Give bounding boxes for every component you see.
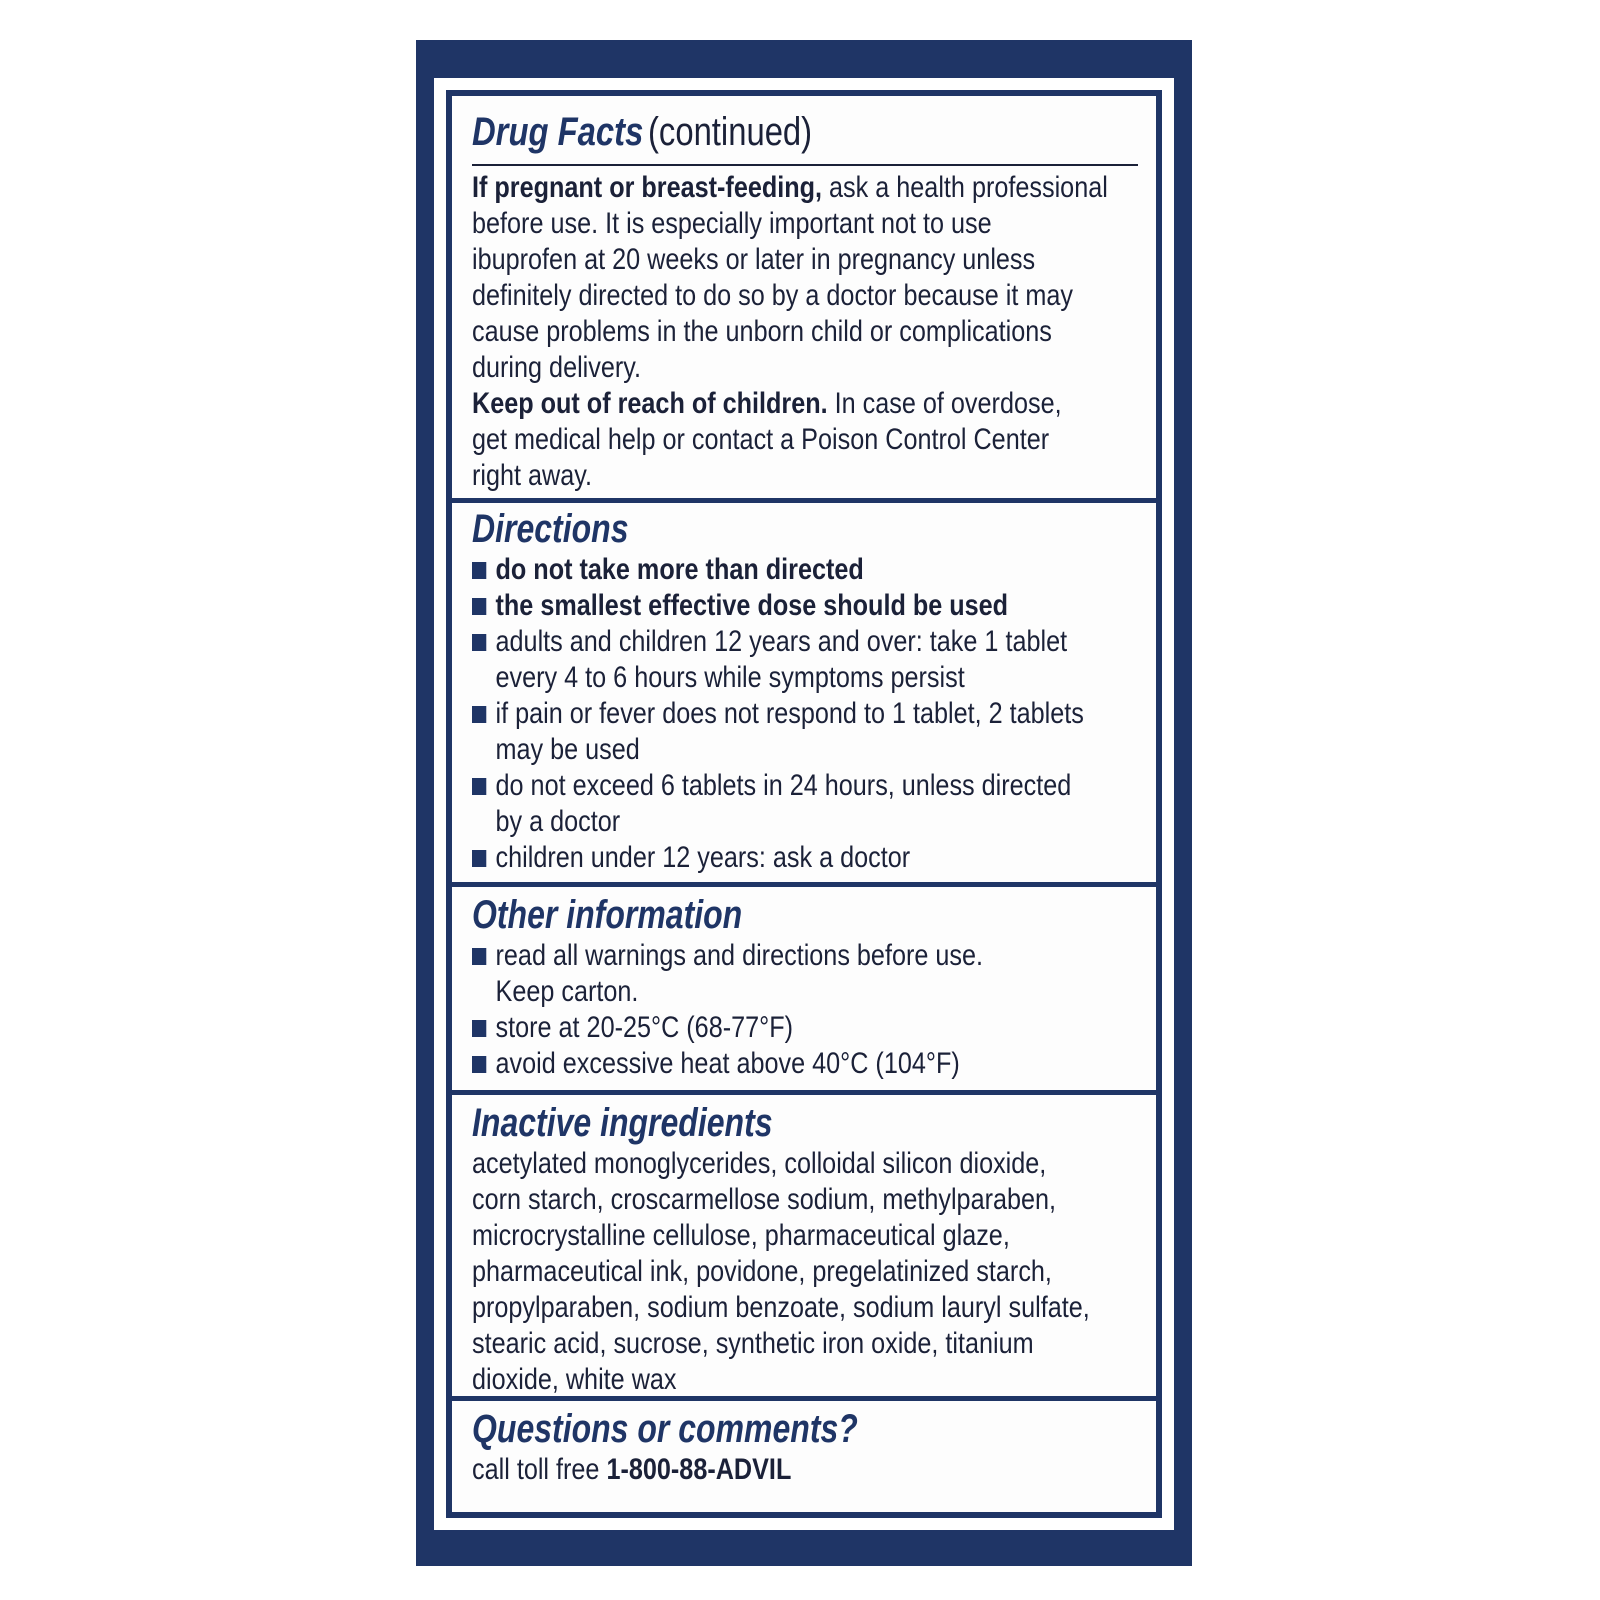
drug-facts-box: [446, 90, 1162, 1518]
other-information-list: read all warnings and directions before use. Keep carton. store at 20-25°C (68-77°F) avoid excessive heat above 40°C (104°F): [472, 938, 1031, 1082]
title-underline: [472, 164, 1138, 166]
list-item: read all warnings and directions before use.: [472, 938, 1031, 974]
other-information-heading: Other information: [472, 893, 743, 937]
warnings-section: [452, 170, 1156, 494]
directions-heading: Directions: [472, 507, 629, 551]
other-information-section: [452, 892, 1156, 1082]
bullet-square-icon: [472, 778, 486, 795]
list-item: do not exceed 6 tablets in 24 hours, unless directed: [472, 768, 1031, 804]
pregnant-bold: If pregnant or breast-feeding,: [472, 171, 823, 204]
questions-section: [452, 1406, 1156, 1488]
bullet-square-icon: [472, 634, 486, 651]
bullet-square-icon: [472, 598, 486, 615]
list-item: the smallest effective dose should be used: [472, 588, 1031, 624]
bullet-square-icon: [472, 706, 486, 723]
bullet-square-icon: [472, 562, 486, 579]
title-bold: Drug Facts: [472, 110, 644, 154]
bullet-square-icon: [472, 948, 486, 965]
title-continued: (continued): [648, 110, 813, 154]
list-item: store at 20-25°C (68-77°F): [472, 1010, 1031, 1046]
list-item: if pain or fever does not respond to 1 tablet, 2 tablets: [472, 696, 1031, 732]
section-divider: [452, 882, 1156, 887]
list-item: avoid excessive heat above 40°C (104°F): [472, 1046, 1031, 1082]
bullet-square-icon: [472, 850, 486, 867]
list-item: children under 12 years: ask a doctor: [472, 840, 1031, 876]
section-divider: [452, 498, 1156, 503]
carton-inner-border: [434, 78, 1174, 1530]
bullet-square-icon: [472, 1056, 486, 1073]
section-divider: [452, 1396, 1156, 1401]
phone-number: 1-800-88-ADVIL: [606, 1453, 792, 1486]
directions-section: [452, 506, 1156, 876]
pregnant-warning: If pregnant or breast-feeding, ask a health professional before use. It is especially important not to use ibuprofen at 20 weeks or later in pregnancy unless definitely directed to do so by a doctor because it may cause problems in the unborn child or complications during delivery. Keep out of reach of children. In case of overdose, get medical help or contact a Poison Control Center right away.: [472, 171, 1108, 492]
carton-panel: [416, 40, 1192, 1566]
section-divider: [452, 1090, 1156, 1095]
questions-text: call toll free 1-800-88-ADVIL: [472, 1453, 792, 1486]
bullet-square-icon: [472, 1020, 486, 1037]
inactive-ingredients-text: acetylated monoglycerides, colloidal silicon dioxide, corn starch, croscarmellose sodium, methylparaben, microcrystalline cellulose, pharmaceutical glaze, pharmaceutical ink, povidone, pregelatinized starch, propylparaben, sodium benzoate, sodium lauryl sulfate, stearic acid, sucrose, synthetic iron oxide, titanium dioxide, white wax: [472, 1147, 1090, 1396]
inactive-ingredients-heading: Inactive ingredients: [472, 1101, 773, 1145]
drug-facts-title: [472, 106, 848, 158]
inactive-ingredients-section: [452, 1100, 1156, 1398]
questions-heading: Questions or comments?: [472, 1407, 858, 1451]
list-item: adults and children 12 years and over: take 1 tablet: [472, 624, 1031, 660]
keep-out-bold: Keep out of reach of children.: [472, 387, 828, 420]
directions-list: do not take more than directed the smallest effective dose should be used adults and children 12 years and over: take 1 tablet every 4 to 6 hours while symptoms persist if pain or fever does not respond to 1 tablet, 2 tablets may be used do not exceed 6 tablets in 24 hours, unless directed by a doctor children under 12 years: ask a doctor: [472, 552, 1031, 876]
list-item: do not take more than directed: [472, 552, 1031, 588]
